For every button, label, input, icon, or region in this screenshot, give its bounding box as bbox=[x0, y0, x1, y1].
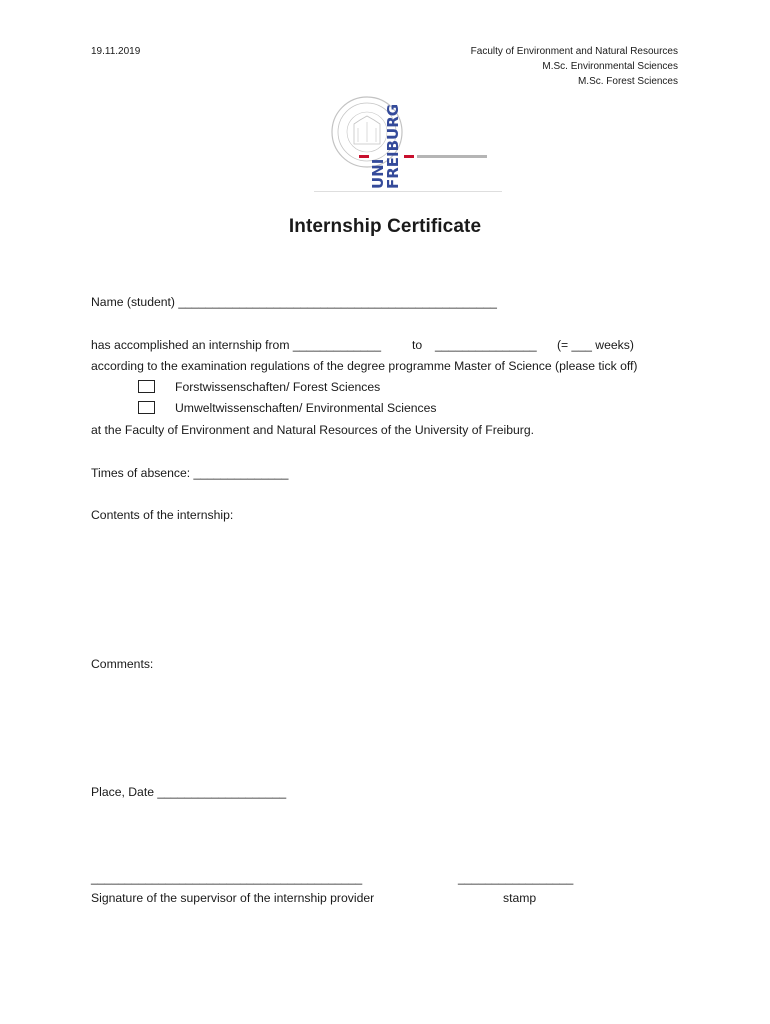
logo-word-uni: UNI bbox=[369, 158, 387, 189]
seal-icon bbox=[314, 94, 504, 194]
forest-sciences-checkbox[interactable] bbox=[138, 380, 155, 393]
page-title: Internship Certificate bbox=[288, 216, 482, 237]
logo-wordmark bbox=[371, 93, 405, 189]
programme-environmental: M.Sc. Environmental Sciences bbox=[542, 61, 678, 72]
place-date-field[interactable]: Place, Date ___________________ bbox=[91, 785, 287, 799]
environmental-sciences-checkbox[interactable] bbox=[138, 401, 155, 414]
absence-field[interactable]: Times of absence: ______________ bbox=[91, 466, 289, 480]
internship-to-field[interactable]: _______________ bbox=[435, 338, 537, 352]
signature-line[interactable]: ________________________________________ bbox=[91, 871, 363, 885]
internship-weeks-field[interactable]: (= ___ weeks) bbox=[557, 338, 634, 352]
programme-forest: M.Sc. Forest Sciences bbox=[577, 76, 678, 87]
document-date: 19.11.2019 bbox=[91, 46, 141, 57]
forest-sciences-label: Forstwissenschaften/ Forest Sciences bbox=[175, 380, 381, 394]
student-name-field[interactable]: Name (student) _______________________________________________ bbox=[91, 295, 497, 309]
stamp-line[interactable]: _________________ bbox=[458, 871, 574, 885]
regulations-text: according to the examination regulations of the degree programme Master of Science (please tick off) bbox=[91, 359, 638, 373]
faculty-name: Faculty of Environment and Natural Resources bbox=[470, 46, 678, 57]
logo-word-freiburg: FREIBURG bbox=[384, 103, 402, 189]
university-logo bbox=[314, 94, 504, 194]
stamp-label: stamp bbox=[503, 891, 537, 905]
internship-from-field[interactable]: has accomplished an internship from _____________ bbox=[91, 338, 381, 352]
comments-label: Comments: bbox=[91, 657, 154, 671]
environmental-sciences-label: Umweltwissenschaften/ Environmental Sciences bbox=[175, 401, 437, 415]
internship-to-label: to bbox=[412, 338, 423, 352]
header-block bbox=[338, 44, 678, 89]
faculty-statement: at the Faculty of Environment and Natural Resources of the University of Freiburg. bbox=[91, 423, 535, 437]
signature-label: Signature of the supervisor of the internship provider bbox=[91, 891, 375, 905]
contents-label: Contents of the internship: bbox=[91, 508, 234, 522]
